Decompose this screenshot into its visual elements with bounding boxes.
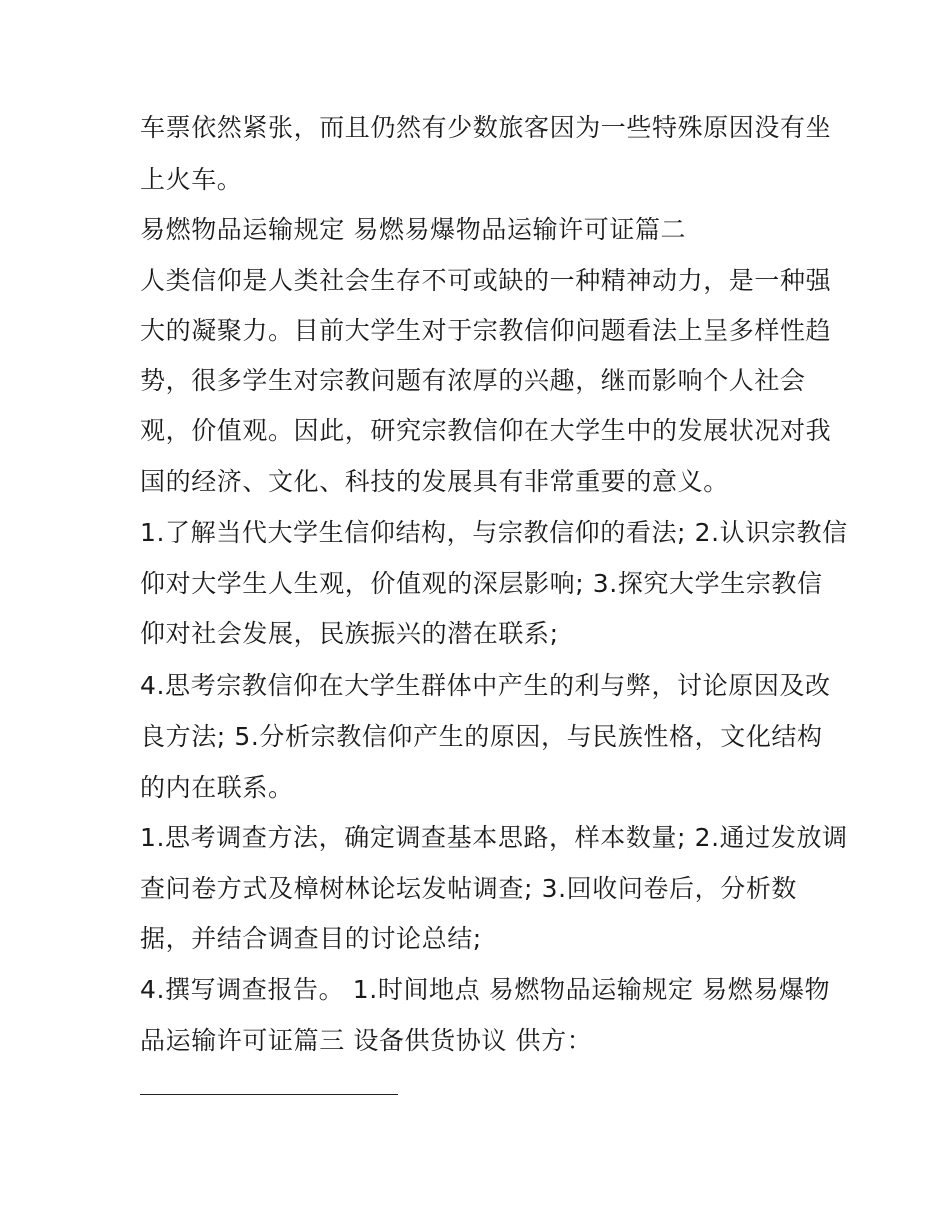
text-line: 良方法; 5.分析宗教信仰产生的原因，与民族性格，文化结构	[140, 722, 823, 751]
text-line: 仰对大学生人生观，价值观的深层影响; 3.探究大学生宗教信	[140, 569, 823, 598]
text-line: 上火车。	[140, 165, 243, 194]
text-line: 4.思考宗教信仰在大学生群体中产生的利与弊，讨论原因及改	[140, 671, 831, 700]
text-line: 查问卷方式及樟树林论坛发帖调查; 3.回收问卷后，分析数	[140, 874, 798, 903]
text-line: 1.了解当代大学生信仰结构，与宗教信仰的看法; 2.认识宗教信	[140, 518, 848, 547]
text-line: 国的经济、文化、科技的发展具有非常重要的意义。	[140, 467, 729, 496]
text-line: 品运输许可证篇三 设备供货协议 供方：	[140, 1026, 593, 1055]
signature-blank-line	[140, 1094, 398, 1095]
section-heading: 易燃物品运输规定 易燃易爆物品运输许可证篇二	[140, 215, 687, 244]
text-line: 1.思考调查方法，确定调查基本思路，样本数量; 2.通过发放调	[140, 823, 848, 852]
text-line: 人类信仰是人类社会生存不可或缺的一种精神动力，是一种强	[140, 266, 832, 295]
text-line: 观，价值观。因此，研究宗教信仰在大学生中的发展状况对我	[140, 416, 832, 445]
text-line: 仰对社会发展，民族振兴的潜在联系;	[140, 619, 559, 648]
text-line: 的内在联系。	[140, 773, 294, 802]
text-line: 据，并结合调查目的讨论总结;	[140, 924, 482, 953]
text-line: 车票依然紧张，而且仍然有少数旅客因为一些特殊原因没有坐	[140, 113, 832, 142]
text-line: 大的凝聚力。目前大学生对于宗教信仰问题看法上呈多样性趋	[140, 316, 832, 345]
text-line: 势，很多学生对宗教问题有浓厚的兴趣，继而影响个人社会	[140, 366, 806, 395]
text-line: 4.撰写调查报告。 1.时间地点 易燃物品运输规定 易燃易爆物	[140, 975, 831, 1004]
